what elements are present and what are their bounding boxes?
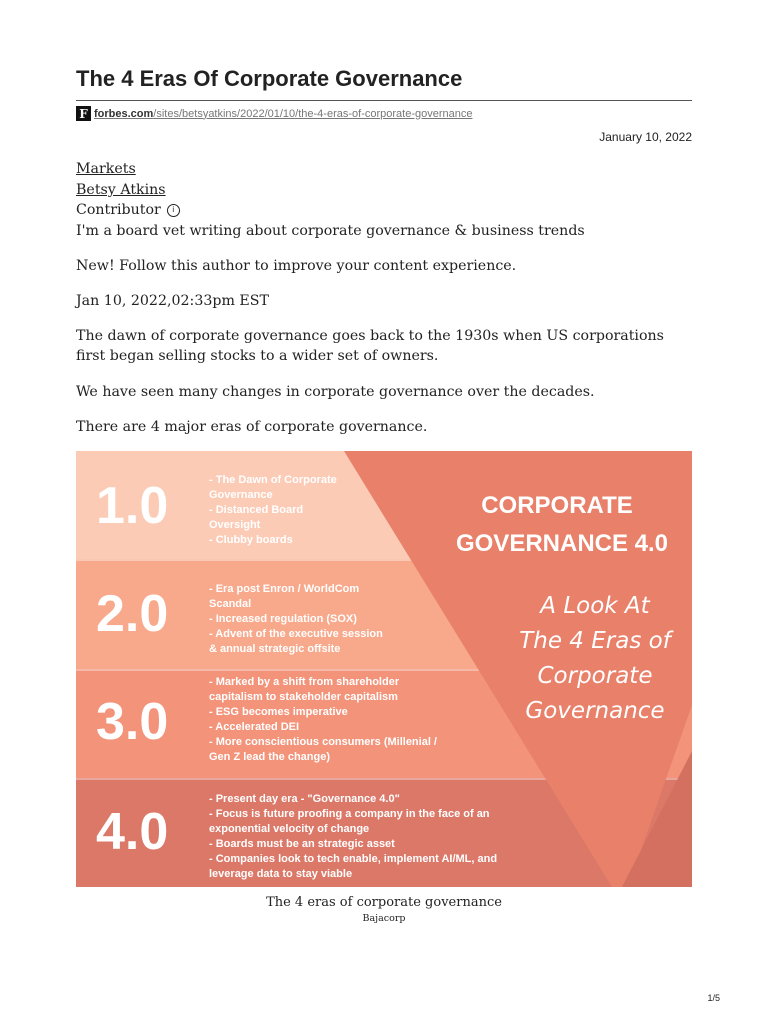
info-icon[interactable]: i [167, 204, 180, 217]
governance-infographic [76, 451, 692, 887]
era-number: 4.0 [96, 803, 169, 861]
era-detail-line: - Clubby boards [209, 534, 293, 546]
era-detail-line: - Distanced Board [209, 504, 304, 516]
era-detail-line: exponential velocity of change [209, 823, 370, 835]
era-detail-line: capitalism to stakeholder capitalism [209, 691, 398, 703]
era-detail-line: Gen Z lead the change) [209, 751, 331, 763]
era-detail-line: - Companies look to tech enable, implement AI/ML, and [209, 853, 498, 865]
source-link[interactable] [94, 108, 472, 120]
page-number: 1/5 [707, 993, 720, 1003]
article-title: The 4 Eras Of Corporate Governance [76, 66, 463, 91]
era-detail-line: - Advent of the executive session [209, 628, 383, 640]
source-path: /sites/betsyatkins/2022/01/10/the-4-eras-of-corporate-governance [153, 107, 473, 120]
era-number: 1.0 [96, 477, 169, 535]
era-detail-line: - Era post Enron / WorldCom [209, 583, 360, 595]
infographic-heading-1: CORPORATE [481, 492, 633, 519]
subtitle-line: The 4 Eras of [519, 628, 671, 654]
paragraph: There are 4 major eras of corporate governance. [76, 419, 428, 435]
era-detail-line: - Present day era - "Governance 4.0" [209, 793, 400, 805]
image-caption: The 4 eras of corporate governance [266, 895, 502, 910]
author-link-row [76, 180, 692, 200]
era-detail-line: - Focus is future proofing a company in the face of an [209, 808, 490, 820]
era-detail-line: - Increased regulation (SOX) [209, 613, 357, 625]
era-detail-line: - Accelerated DEI [209, 721, 300, 733]
forbes-logo-icon: F [76, 106, 91, 121]
category-link-row [76, 159, 692, 179]
era-detail-line: - ESG becomes imperative [209, 706, 348, 718]
article-date: January 10, 2022 [599, 130, 692, 144]
contributor-row [76, 200, 692, 220]
subtitle-line: Corporate [537, 663, 653, 689]
era-detail-line: - The Dawn of Corporate [209, 474, 337, 486]
publish-timestamp: Jan 10, 2022,02:33pm EST [76, 293, 269, 309]
era-number: 3.0 [96, 693, 169, 751]
era-detail-line: leverage data to stay viable [209, 868, 353, 880]
source-domain: forbes.com [94, 107, 154, 120]
author-bio: I'm a board vet writing about corporate governance & business trends [76, 223, 585, 239]
infographic-heading-2: GOVERNANCE 4.0 [455, 530, 669, 557]
subtitle-line: A Look At [540, 593, 650, 619]
source-line [76, 106, 472, 121]
follow-note: New! Follow this author to improve your content experience. [76, 258, 517, 274]
author-link[interactable]: Betsy Atkins [76, 182, 166, 198]
image-credit: Bajacorp [362, 913, 406, 924]
era-detail-line: - Boards must be an strategic asset [209, 838, 395, 850]
era-detail-line: - More conscientious consumers (Millenial / [209, 736, 437, 748]
paragraph: The dawn of corporate governance goes back to the 1930s when US corporations first began selling stocks to a wider set of owners. [76, 328, 664, 364]
paragraph: We have seen many changes in corporate governance over the decades. [76, 384, 595, 400]
era-detail-line: & annual strategic offsite [209, 643, 341, 655]
era-detail-line: - Marked by a shift from shareholder [209, 676, 400, 688]
category-link[interactable]: Markets [76, 161, 136, 177]
era-detail-line: Oversight [209, 519, 261, 531]
title-divider [76, 100, 692, 101]
subtitle-line: Governance [525, 698, 665, 724]
era-detail-line: Governance [209, 489, 273, 501]
contributor-label: Contributor [76, 202, 161, 218]
era-number: 2.0 [96, 585, 169, 643]
era-detail-line: Scandal [209, 598, 252, 610]
